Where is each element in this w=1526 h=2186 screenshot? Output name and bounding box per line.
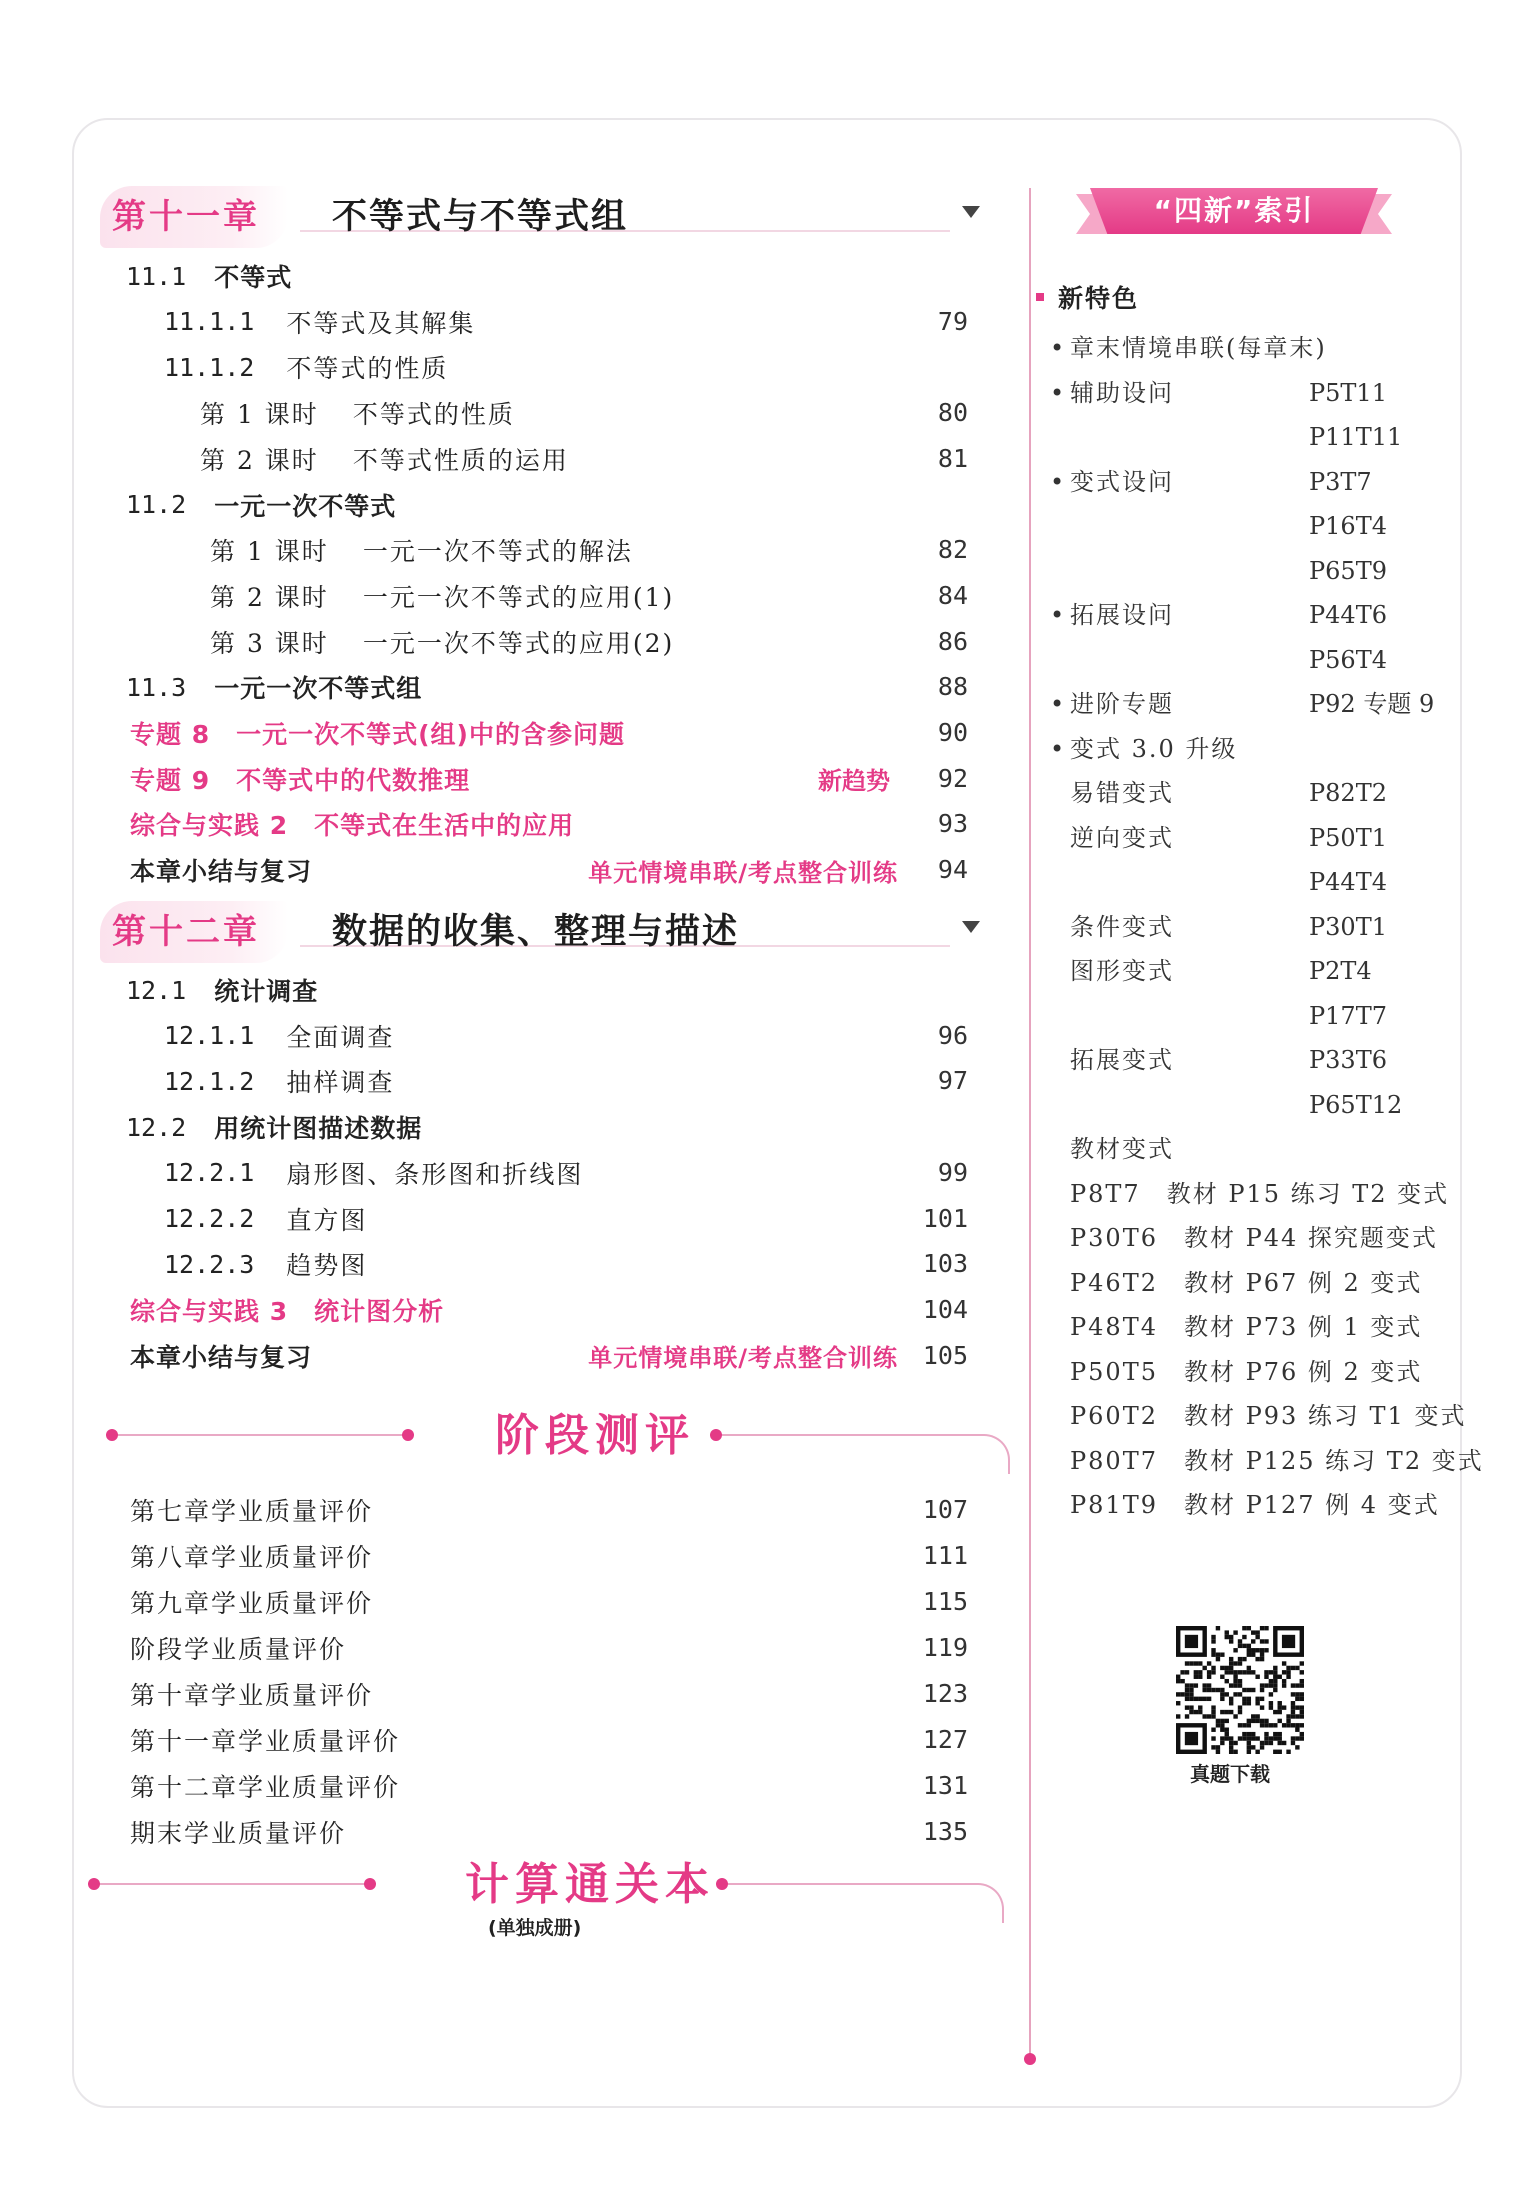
toc-title: 不等式性质的运用 bbox=[352, 445, 569, 475]
toc-title: 直方图 bbox=[286, 1205, 368, 1235]
toc-page-number: 82 bbox=[937, 535, 968, 565]
assessment-title-text: 阶段学业质量评价 bbox=[130, 1635, 347, 1664]
toc-row-lesson[interactable] bbox=[210, 574, 968, 618]
toc-row-summary[interactable] bbox=[130, 848, 968, 892]
assessment-row[interactable] bbox=[130, 1764, 968, 1808]
page-reference[interactable]: P16T4 bbox=[1309, 512, 1387, 540]
assessment-title-text: 第十二章学业质量评价 bbox=[130, 1773, 401, 1802]
toc-title: 不等式的性质 bbox=[286, 354, 449, 384]
assessment-title-text: 第七章学业质量评价 bbox=[130, 1497, 374, 1526]
calc-subtitle: (单独成册) bbox=[488, 1917, 582, 1939]
variant-item: P81T9 教材 P127 例 4 变式 bbox=[1070, 1491, 1440, 1519]
toc-row-summary[interactable] bbox=[130, 1334, 968, 1378]
four-new-index-ribbon bbox=[1076, 188, 1392, 238]
toc-page-number: 101 bbox=[922, 1203, 968, 1233]
toc-row-section[interactable] bbox=[126, 483, 968, 527]
toc-title: 一元一次不等式的应用(1) bbox=[362, 582, 675, 612]
toc-page-number: 84 bbox=[937, 580, 968, 610]
page-reference[interactable]: P11T11 bbox=[1309, 423, 1403, 451]
variant-item: 拓展变式 bbox=[1070, 1046, 1174, 1074]
toc-row-special[interactable] bbox=[130, 757, 968, 801]
toc-row-lesson[interactable] bbox=[210, 528, 968, 572]
toc-title: 本章小结与复习 bbox=[130, 857, 313, 887]
toc-row-sub[interactable] bbox=[164, 1242, 968, 1286]
assessment-title-text: 第九章学业质量评价 bbox=[130, 1589, 374, 1618]
assessment-title-text: 第十一章学业质量评价 bbox=[130, 1727, 401, 1756]
variant-item: P8T7 教材 P15 练习 T2 变式 bbox=[1070, 1179, 1450, 1208]
toc-row-sub[interactable] bbox=[164, 300, 968, 344]
assessment-row[interactable] bbox=[130, 1580, 968, 1624]
toc-page-number: 79 bbox=[937, 306, 968, 336]
toc-title: 不等式 bbox=[214, 263, 293, 292]
toc-number: 第 2 课时 bbox=[210, 582, 329, 612]
toc-number: 11.3 bbox=[126, 672, 187, 702]
qr-caption: 真题下载 bbox=[1190, 1762, 1270, 1786]
feature-item: • 进阶专题 bbox=[1070, 682, 1174, 726]
page-reference[interactable]: P2T4 bbox=[1309, 957, 1372, 985]
feature-item: • 章末情境串联(每章末) bbox=[1070, 326, 1327, 370]
toc-page-number: 93 bbox=[937, 809, 968, 839]
toc-row-section[interactable] bbox=[126, 968, 968, 1012]
variant-item: 易错变式 bbox=[1070, 779, 1174, 807]
toc-page-number: 96 bbox=[937, 1020, 968, 1050]
chapter-11-tab: 第十一章 bbox=[100, 186, 288, 248]
toc-row-sub[interactable] bbox=[164, 345, 968, 389]
assessment-row[interactable] bbox=[130, 1718, 968, 1762]
toc-row-sub[interactable] bbox=[164, 1059, 968, 1103]
toc-number: 第 1 课时 bbox=[200, 400, 319, 430]
toc-title: 全面调查 bbox=[286, 1022, 395, 1052]
chapter-12-tab: 第十二章 bbox=[100, 901, 288, 963]
toc-number: 第 3 课时 bbox=[210, 628, 329, 658]
toc-title: 不等式在生活中的应用 bbox=[314, 811, 575, 841]
toc-title: 一元一次不等式的应用(2) bbox=[362, 628, 675, 658]
feature-item: • 辅助设问 bbox=[1070, 371, 1174, 415]
toc-number: 综合与实践 2 bbox=[130, 811, 289, 841]
page-reference[interactable]: P44T4 bbox=[1309, 868, 1387, 896]
toc-title: 不等式的性质 bbox=[352, 400, 515, 430]
toc-page-number: 103 bbox=[922, 1249, 968, 1279]
variant-item: 图形变式 bbox=[1070, 957, 1174, 985]
ribbon-label: “四新”索引 bbox=[1153, 194, 1315, 227]
toc-title: 统计调查 bbox=[214, 977, 319, 1006]
banner-dot bbox=[106, 1429, 118, 1441]
toc-row-section[interactable] bbox=[126, 254, 968, 298]
assessment-page-number: 107 bbox=[922, 1495, 968, 1524]
chapter-11-title: 不等式与不等式组 bbox=[332, 197, 629, 237]
toc-title: 用统计图描述数据 bbox=[214, 1114, 423, 1144]
toc-number: 12.1 bbox=[126, 975, 187, 1005]
divider-end-dot bbox=[1024, 2053, 1036, 2065]
chevron-down-icon[interactable] bbox=[962, 921, 980, 933]
toc-title: 一元一次不等式组 bbox=[214, 674, 423, 704]
toc-number: 第 1 课时 bbox=[210, 537, 329, 567]
toc-title: 不等式中的代数推理 bbox=[236, 765, 471, 795]
assessment-banner bbox=[100, 1401, 1020, 1471]
toc-row-sub[interactable] bbox=[164, 1014, 968, 1058]
assessment-row[interactable] bbox=[130, 1488, 968, 1532]
toc-page-number: 99 bbox=[937, 1157, 968, 1187]
toc-number: 专题 8 bbox=[130, 720, 211, 749]
toc-number: 11.2 bbox=[126, 490, 187, 519]
chapter-12-header bbox=[100, 901, 980, 963]
new-features-heading: 新特色 bbox=[1036, 277, 1139, 317]
toc-page-number: 80 bbox=[937, 398, 968, 428]
assessment-row[interactable] bbox=[130, 1810, 968, 1854]
toc-title: 一元一次不等式(组)中的含参问题 bbox=[236, 720, 625, 749]
toc-title: 一元一次不等式的解法 bbox=[362, 537, 633, 567]
page-reference[interactable]: P5T11 bbox=[1309, 378, 1387, 407]
assessment-page-number: 135 bbox=[922, 1817, 968, 1846]
feature-item: • 变式设问 bbox=[1070, 460, 1174, 504]
toc-page-number: 86 bbox=[937, 626, 968, 656]
square-bullet-icon bbox=[1036, 293, 1044, 301]
assessment-page-number: 115 bbox=[922, 1587, 968, 1616]
toc-number: 专题 9 bbox=[130, 765, 211, 795]
variant-item: P60T2 教材 P93 练习 T1 变式 bbox=[1070, 1402, 1467, 1430]
toc-number: 12.1.1 bbox=[164, 1021, 255, 1051]
toc-page-number: 90 bbox=[937, 718, 968, 747]
toc-row-section[interactable] bbox=[126, 665, 968, 709]
toc-number: 12.2.2 bbox=[164, 1204, 255, 1233]
toc-page-number: 97 bbox=[937, 1066, 968, 1096]
toc-page-number: 81 bbox=[937, 443, 968, 473]
assessment-title-text: 第十章学业质量评价 bbox=[130, 1681, 374, 1710]
new-trend-badge: 新趋势 bbox=[818, 767, 890, 796]
assessment-page-number: 111 bbox=[922, 1541, 968, 1570]
variant-item: 教材变式 bbox=[1070, 1135, 1174, 1163]
toc-number: 11.1.1 bbox=[164, 307, 255, 337]
toc-number: 11.1.2 bbox=[164, 352, 255, 382]
toc-title: 统计图分析 bbox=[314, 1296, 445, 1326]
column-divider bbox=[1029, 188, 1031, 2063]
chapter-12-title: 数据的收集、整理与描述 bbox=[332, 912, 740, 952]
page-reference[interactable]: P33T6 bbox=[1309, 1046, 1387, 1074]
toc-title: 不等式及其解集 bbox=[286, 308, 476, 338]
assessment-row[interactable] bbox=[130, 1626, 968, 1670]
page-reference[interactable]: P82T2 bbox=[1309, 779, 1387, 807]
toc-page-number: 92 bbox=[937, 763, 968, 793]
variant-item: P30T6 教材 P44 探究题变式 bbox=[1070, 1224, 1438, 1252]
assessment-title: 阶段测评 bbox=[495, 1410, 695, 1461]
toc-note: 单元情境串联/考点整合训练 bbox=[588, 858, 898, 887]
variant-item: 条件变式 bbox=[1070, 912, 1174, 941]
chapter-11-header bbox=[100, 186, 980, 248]
assessment-page-number: 127 bbox=[922, 1725, 968, 1754]
calc-banner bbox=[84, 1850, 1010, 1920]
feature-item: • 拓展设问 bbox=[1070, 593, 1174, 637]
assessment-row[interactable] bbox=[130, 1534, 968, 1578]
qr-code-icon[interactable] bbox=[1176, 1626, 1304, 1754]
toc-title: 扇形图、条形图和折线图 bbox=[286, 1159, 584, 1189]
toc-title: 抽样调查 bbox=[286, 1068, 395, 1098]
variant-item: P46T2 教材 P67 例 2 变式 bbox=[1070, 1268, 1423, 1297]
page-reference[interactable]: P65T9 bbox=[1309, 556, 1387, 585]
toc-number: 第 2 课时 bbox=[200, 445, 319, 475]
variant-item: 逆向变式 bbox=[1070, 823, 1174, 852]
toc-title: 一元一次不等式 bbox=[214, 491, 397, 521]
chevron-down-icon[interactable] bbox=[962, 206, 980, 218]
toc-row-lesson[interactable] bbox=[210, 620, 968, 664]
toc-row-sub[interactable] bbox=[164, 1197, 968, 1241]
variant-item: P50T5 教材 P76 例 2 变式 bbox=[1070, 1357, 1423, 1386]
toc-row-sub[interactable] bbox=[164, 1151, 968, 1195]
page-reference[interactable]: P92 专题 9 bbox=[1309, 690, 1435, 718]
toc-page-number: 105 bbox=[922, 1340, 968, 1370]
feature-item: • 变式 3.0 升级 bbox=[1070, 727, 1237, 771]
page-reference[interactable]: P44T6 bbox=[1309, 601, 1387, 629]
toc-page-number: 94 bbox=[937, 855, 968, 885]
page-reference[interactable]: P3T7 bbox=[1309, 467, 1372, 496]
variant-item: P80T7 教材 P125 练习 T2 变式 bbox=[1070, 1446, 1484, 1475]
assessment-page-number: 123 bbox=[922, 1679, 968, 1708]
page-reference[interactable]: P65T12 bbox=[1309, 1090, 1403, 1119]
toc-number: 12.2 bbox=[126, 1112, 187, 1142]
toc-row-special[interactable] bbox=[130, 802, 968, 846]
toc-page-number: 88 bbox=[937, 672, 968, 702]
toc-row-special[interactable] bbox=[130, 1288, 968, 1332]
toc-number: 12.1.2 bbox=[164, 1066, 255, 1096]
page-reference[interactable]: P56T4 bbox=[1309, 645, 1387, 674]
assessment-row[interactable] bbox=[130, 1672, 968, 1716]
toc-note: 单元情境串联/考点整合训练 bbox=[588, 1344, 898, 1373]
toc-row-special[interactable] bbox=[130, 711, 968, 755]
toc-number: 11.1 bbox=[126, 261, 187, 291]
toc-title: 趋势图 bbox=[286, 1251, 368, 1281]
page-reference[interactable]: P50T1 bbox=[1309, 823, 1387, 852]
assessment-page-number: 131 bbox=[922, 1771, 968, 1800]
toc-title: 本章小结与复习 bbox=[130, 1342, 313, 1372]
toc-number: 12.2.3 bbox=[164, 1249, 255, 1279]
page-reference[interactable]: P30T1 bbox=[1309, 912, 1387, 941]
toc-row-section[interactable] bbox=[126, 1105, 968, 1149]
page-reference[interactable]: P17T7 bbox=[1309, 1001, 1387, 1030]
toc-page-number: 104 bbox=[922, 1294, 968, 1324]
toc-number: 12.2.1 bbox=[164, 1158, 255, 1188]
variant-item: P48T4 教材 P73 例 1 变式 bbox=[1070, 1313, 1423, 1341]
assessment-page-number: 119 bbox=[922, 1633, 968, 1662]
toc-row-lesson[interactable] bbox=[200, 391, 968, 435]
assessment-title-text: 期末学业质量评价 bbox=[130, 1819, 347, 1848]
calc-title: 计算通关本 bbox=[465, 1859, 715, 1910]
toc-row-lesson[interactable] bbox=[200, 437, 968, 481]
assessment-title-text: 第八章学业质量评价 bbox=[130, 1543, 374, 1572]
toc-number: 综合与实践 3 bbox=[130, 1296, 289, 1326]
